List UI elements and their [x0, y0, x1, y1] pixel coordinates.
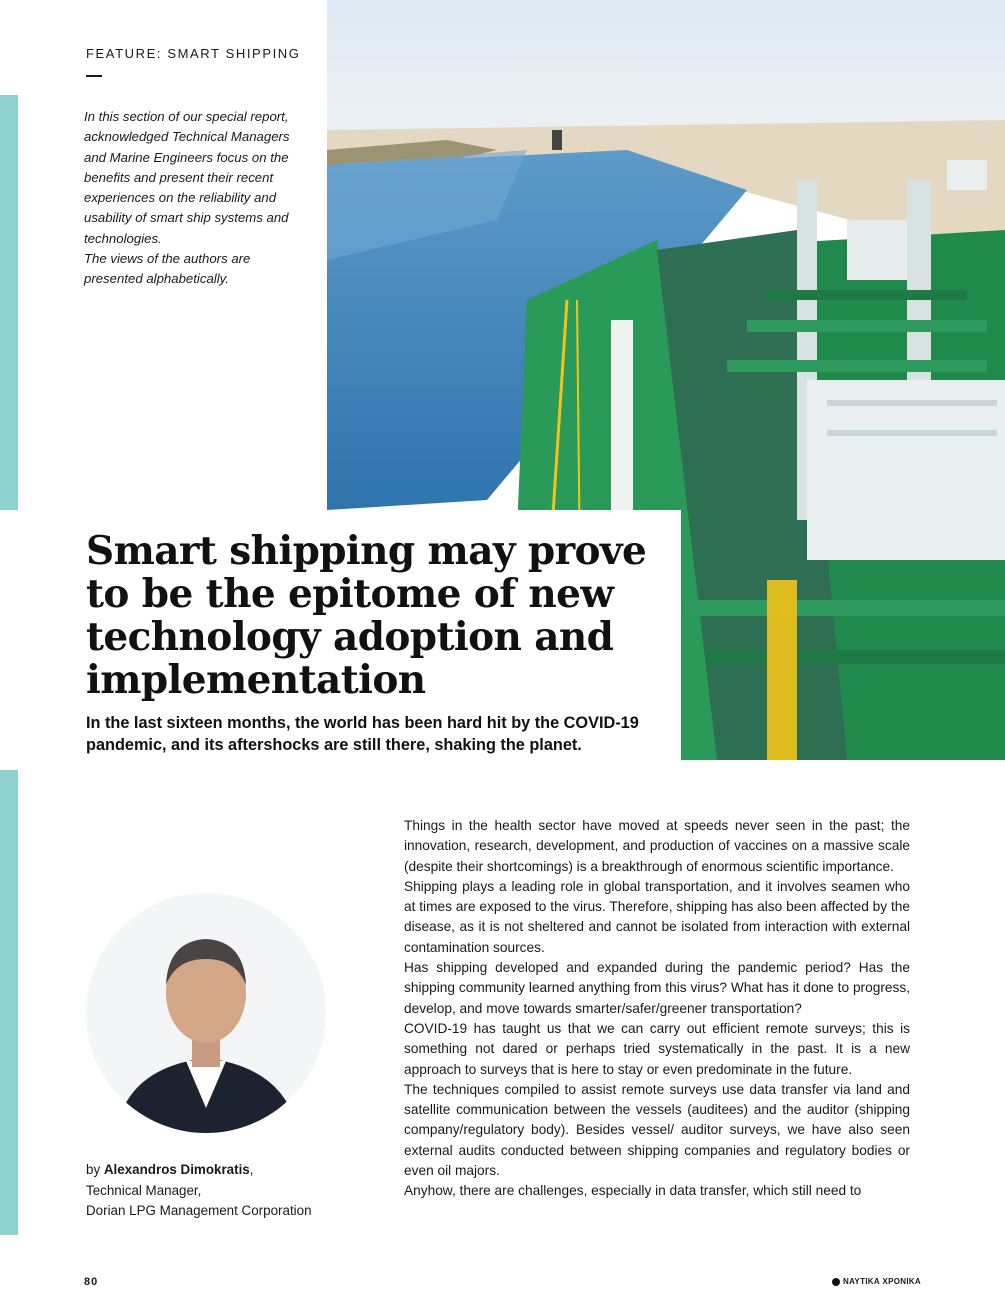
- body-paragraph: Anyhow, there are challenges, especially in data transfer, which still need to: [404, 1183, 862, 1199]
- body-paragraph: COVID-19 has taught us that we can carry out efficient remote surveys; this is something not dared or perhaps tried systematically in the past. It is a new approach to surveys that is here to stay or even predominate in the future.: [404, 1020, 910, 1077]
- author-role: Technical Manager,: [86, 1182, 202, 1198]
- deck-text: In the last sixteen months, the world has been hard hit by the COVID-19 pandemic, and its aftershocks are still there, shaking the planet.: [86, 714, 639, 754]
- byline-prefix: by: [86, 1162, 101, 1177]
- intro-paragraph: The views of the authors are presented alphabetically.: [84, 251, 251, 287]
- byline-author: by Alexandros Dimokratis,: [86, 1162, 254, 1177]
- author-portrait: [86, 893, 326, 1133]
- brand-logo-icon: [832, 1278, 840, 1286]
- headline-line: implementation: [86, 657, 426, 703]
- section-label: FEATURE: SMART SHIPPING: [86, 46, 301, 61]
- headline-line: Smart shipping may prove: [86, 528, 647, 574]
- author-company: Dorian LPG Management Corporation: [86, 1203, 312, 1218]
- body-paragraph: The techniques compiled to assist remote surveys use data transfer via land and satellite communication between the vessels (auditees) and the auditor (shipping company/regulatory body). Besides vessel/ auditor surveys, we have also seen external audits conducted between shipping companies and regulatory bodies or even oil majors.: [404, 1081, 910, 1179]
- publication-brand: [832, 1277, 921, 1286]
- intro-paragraph: In this section of our special report, acknowledged Technical Managers and Marine Engineers focus on the benefits and present their recent experiences on the reliability and usability of smart ship systems and technologies.: [84, 109, 290, 246]
- author-name: Alexandros Dimokratis: [103, 1162, 250, 1177]
- headline-line: to be the epitome of new: [86, 571, 614, 617]
- body-paragraph: Shipping plays a leading role in global transportation, and it involves seamen who at times are exposed to the virus. Therefore, shipping has also been affected by the disease, as it is not sheltered and cannot be isolated from interaction with external contamination sources.: [404, 878, 910, 955]
- byline: [86, 1160, 386, 1222]
- article-body: [404, 816, 910, 1202]
- page-number: 80: [84, 1276, 99, 1288]
- body-paragraph: Things in the health sector have moved at speeds never seen in the past; the innovation, research, development, and production of vaccines on a massive scale (despite their shortcomings) is a breakthrough of enormous scientific importance.: [404, 818, 910, 874]
- body-paragraph: Has shipping developed and expanded during the pandemic period? Has the shipping community learned anything from this virus? What has it done to progress, develop, and move towards smarter/safer/greener transportation?: [404, 960, 910, 1016]
- intro-text: [84, 107, 310, 290]
- section-rule: [86, 75, 102, 77]
- headline-line: technology adoption and: [86, 614, 614, 660]
- headline: [86, 530, 686, 702]
- publication-name: ΝΑΥΤΙΚΑ ΧΡΟΝΙΚΑ: [843, 1277, 921, 1286]
